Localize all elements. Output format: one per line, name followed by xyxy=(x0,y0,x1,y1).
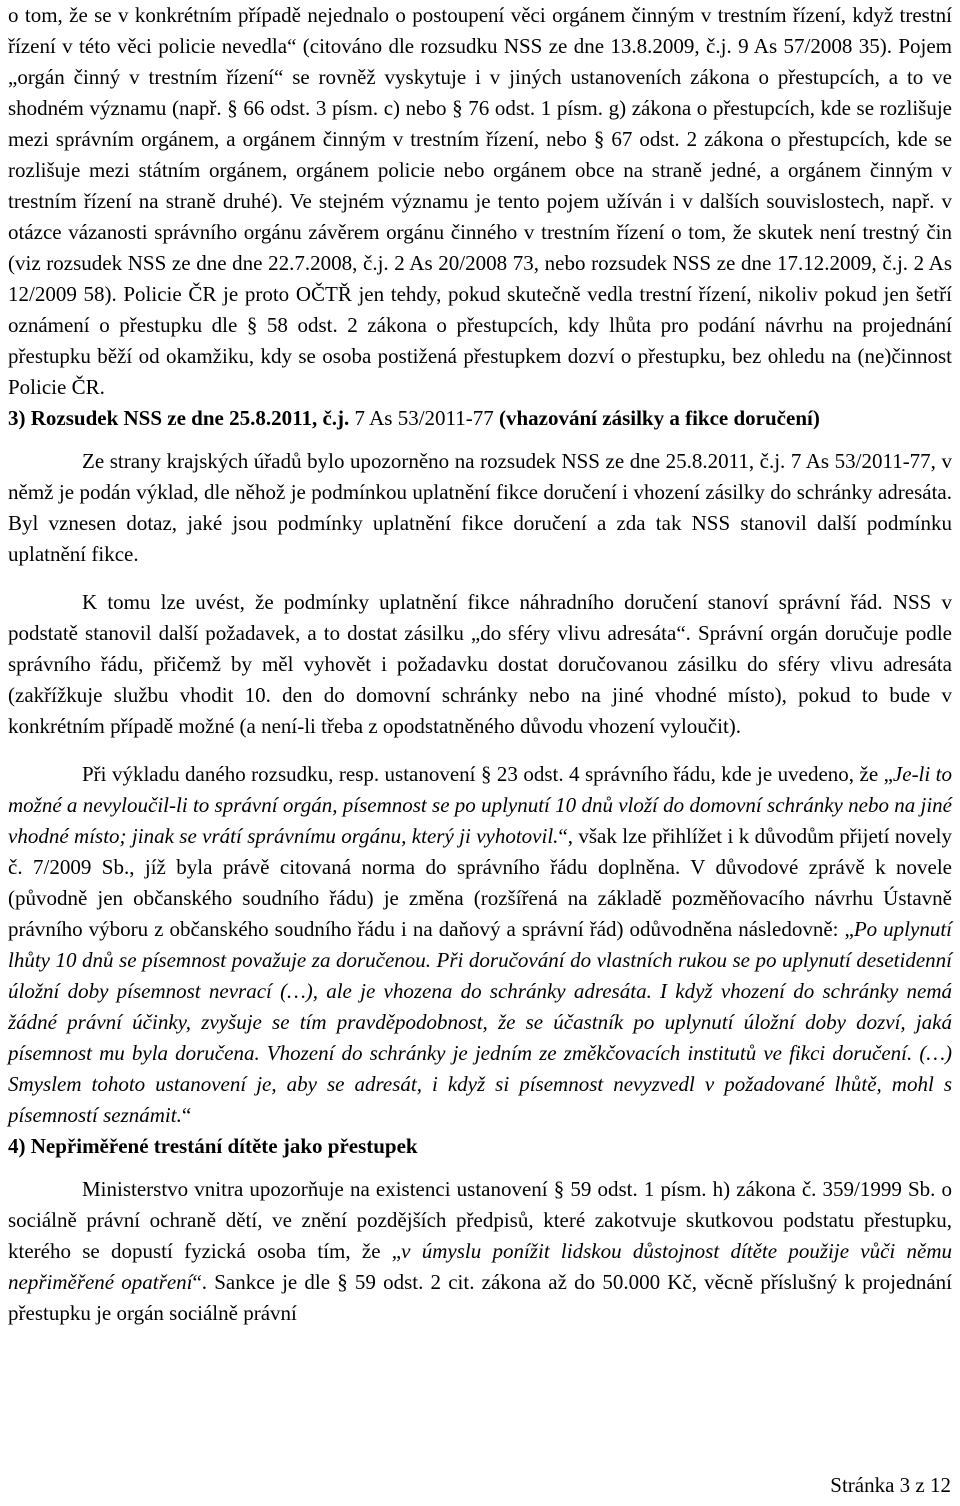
paragraph-vyklad-part-c: “, však lze přihlížet i k důvodům přijetí novely č. 7/2009 Sb., jíž byla právě citovaná norma do správního řádu doplněna. V důvodové zprávě k novele (původně jen občanského soudního řádu) je změna (rozšířená na základě pozměňovacího návrhu Ústavně právního výboru z občanského soudního řádu i na daňový a správní řád) odůvodněna následovně: „ xyxy=(8,824,952,941)
paragraph-vyklad-part-a: Při výkladu daného rozsudku, resp. ustanovení § 23 odst. 4 správního řádu, kde je uvedeno, že „ xyxy=(82,762,893,786)
section-heading-4: 4) Nepřiměřené trestání dítěte jako přestupek xyxy=(8,1134,418,1158)
paragraph-podminky-fikce: K tomu lze uvést, že podmínky uplatnění fikce náhradního doručení stanoví správní řád. NSS v podstatě stanovil další požadavek, a to dostat zásilku „do sféry vlivu adresáta“. Správní orgán doručuje podle správního řádu, přičemž by měl vyhovět i požadavku dostat doručovanou zásilku do sféry vlivu adresáta (zakřížkuje službu vhodit 10. den do domovní schránky nebo na jiné vhodné místo), pokud to bude v konkrétním případě možné (a není-li třeba z opodstatněného důvodu vhození vyloučit). xyxy=(8,590,952,738)
section-heading-3-bold: 3) Rozsudek NSS ze dne 25.8.2011, č.j. xyxy=(8,406,350,430)
document-page xyxy=(8,0,952,1329)
page-number-footer: Stránka 3 z 12 xyxy=(830,1473,951,1497)
quote-ustanoveni-23: Je-li to možné a nevyloučil-li to správní orgán, písemnost se po uplynutí 10 dnů vloží do domovní schránky nebo na jiné vhodné místo; jinak se vrátí správnímu orgánu, který ji vyhotovil. xyxy=(8,762,953,848)
paragraph-krajske-urady: Ze strany krajských úřadů bylo upozorněno na rozsudek NSS ze dne 25.8.2011, č.j. 7 As 53/2011-77, v němž je podán výklad, dle něhož je podmínkou uplatnění fikce doručení i vhození zásilky do schránky adresáta. Byl vznesen dotaz, jaké jsou podmínky uplatnění fikce doručení a zda tak NSS stanovil další podmínku uplatnění fikce. xyxy=(8,449,952,566)
paragraph-nepremerene-trestani xyxy=(8,1174,952,1329)
paragraph-vyklad-part-e: “ xyxy=(181,1103,192,1127)
section-heading-3 xyxy=(8,403,952,434)
paragraph-vyklad-rozsudku xyxy=(8,759,952,1131)
quote-duvodova-zprava: Po uplynutí lhůty 10 dnů se písemnost považuje za doručenou. Při doručování do vlastních rukou se po uplynutí desetidenní úložní doby písemnost nevrací (…), ale je vhozena do schránky adresáta. I když vhození do schránky nemá žádné právní účinky, zvyšuje se tím pravděpodobnost, že se účastník po uplynutí úložní doby dozví, jaká písemnost mu byla doručena. Vhození do schránky je jedním ze změkčovacích institutů ve fikci doručení. (…) Smyslem tohoto ustanovení je, aby se adresát, i když si písemnost nevyzvedl v požadované lhůtě, mohl s písemností seznámit. xyxy=(8,917,952,1127)
section-heading-3-topic: (vhazování zásilky a fikce doručení) xyxy=(499,406,820,430)
quote-skutkova-podstata: v úmyslu ponížit lidskou důstojnost dítěte použije vůči němu nepřiměřené opatření xyxy=(8,1239,952,1294)
paragraph-trestani-part-c: “. Sankce je dle § 59 odst. 2 cit. zákona až do 50.000 Kč, věcně příslušný k projednání přestupku je orgán sociálně právní xyxy=(8,1270,952,1325)
section-heading-3-case-number: 7 As 53/2011-77 xyxy=(349,406,499,430)
paragraph-trestani-part-a: Ministerstvo vnitra upozorňuje na existenci ustanovení § 59 odst. 1 písm. h) zákona č. 359/1999 Sb. o sociálně právní ochraně dětí, ve znění pozdějších předpisů, které zakotvuje skutkovou podstatu přestupku, kterého se dopustí fyzická osoba tím, že „ xyxy=(8,1177,952,1263)
paragraph-police-octr: o tom, že se v konkrétním případě nejednalo o postoupení věci orgánem činným v trestním řízení, když trestní řízení v této věci policie nevedla“ (citováno dle rozsudku NSS ze dne 13.8.2009, č.j. 9 As 57/2008 35). Pojem „orgán činný v trestním řízení“ se rovněž vyskytuje i v jiných ustanoveních zákona o přestupcích, a to ve shodném významu (např. § 66 odst. 3 písm. c) nebo § 76 odst. 1 písm. g) zákona o přestupcích, kde se rozlišuje mezi správním orgánem, a orgánem činným v trestním řízení, nebo § 67 odst. 2 zákona o přestupcích, kde se rozlišuje mezi státním orgánem, orgánem policie nebo orgánem obce na straně jedné, a orgánem činným v trestním řízení na straně druhé). Ve stejném významu je tento pojem užíván i v dalších souvislostech, např. v otázce vázanosti správního orgánu závěrem orgánu činného v trestním řízení o tom, že skutek není trestný čin (viz rozsudek NSS ze dne dne 22.7.2008, č.j. 2 As 20/2008 73, nebo rozsudek NSS ze dne 17.12.2009, č.j. 2 As 12/2009 58). Policie ČR je proto OČTŘ jen tehdy, pokud skutečně vedla trestní řízení, nikoliv pokud jen šetří oznámení o přestupku dle § 58 odst. 2 zákona o přestupcích, kdy lhůta pro podání návrhu na projednání přestupku běží od okamžiku, kdy se osoba postižená přestupkem dozví o přestupku, bez ohledu na (ne)činnost Policie ČR. xyxy=(8,3,952,399)
